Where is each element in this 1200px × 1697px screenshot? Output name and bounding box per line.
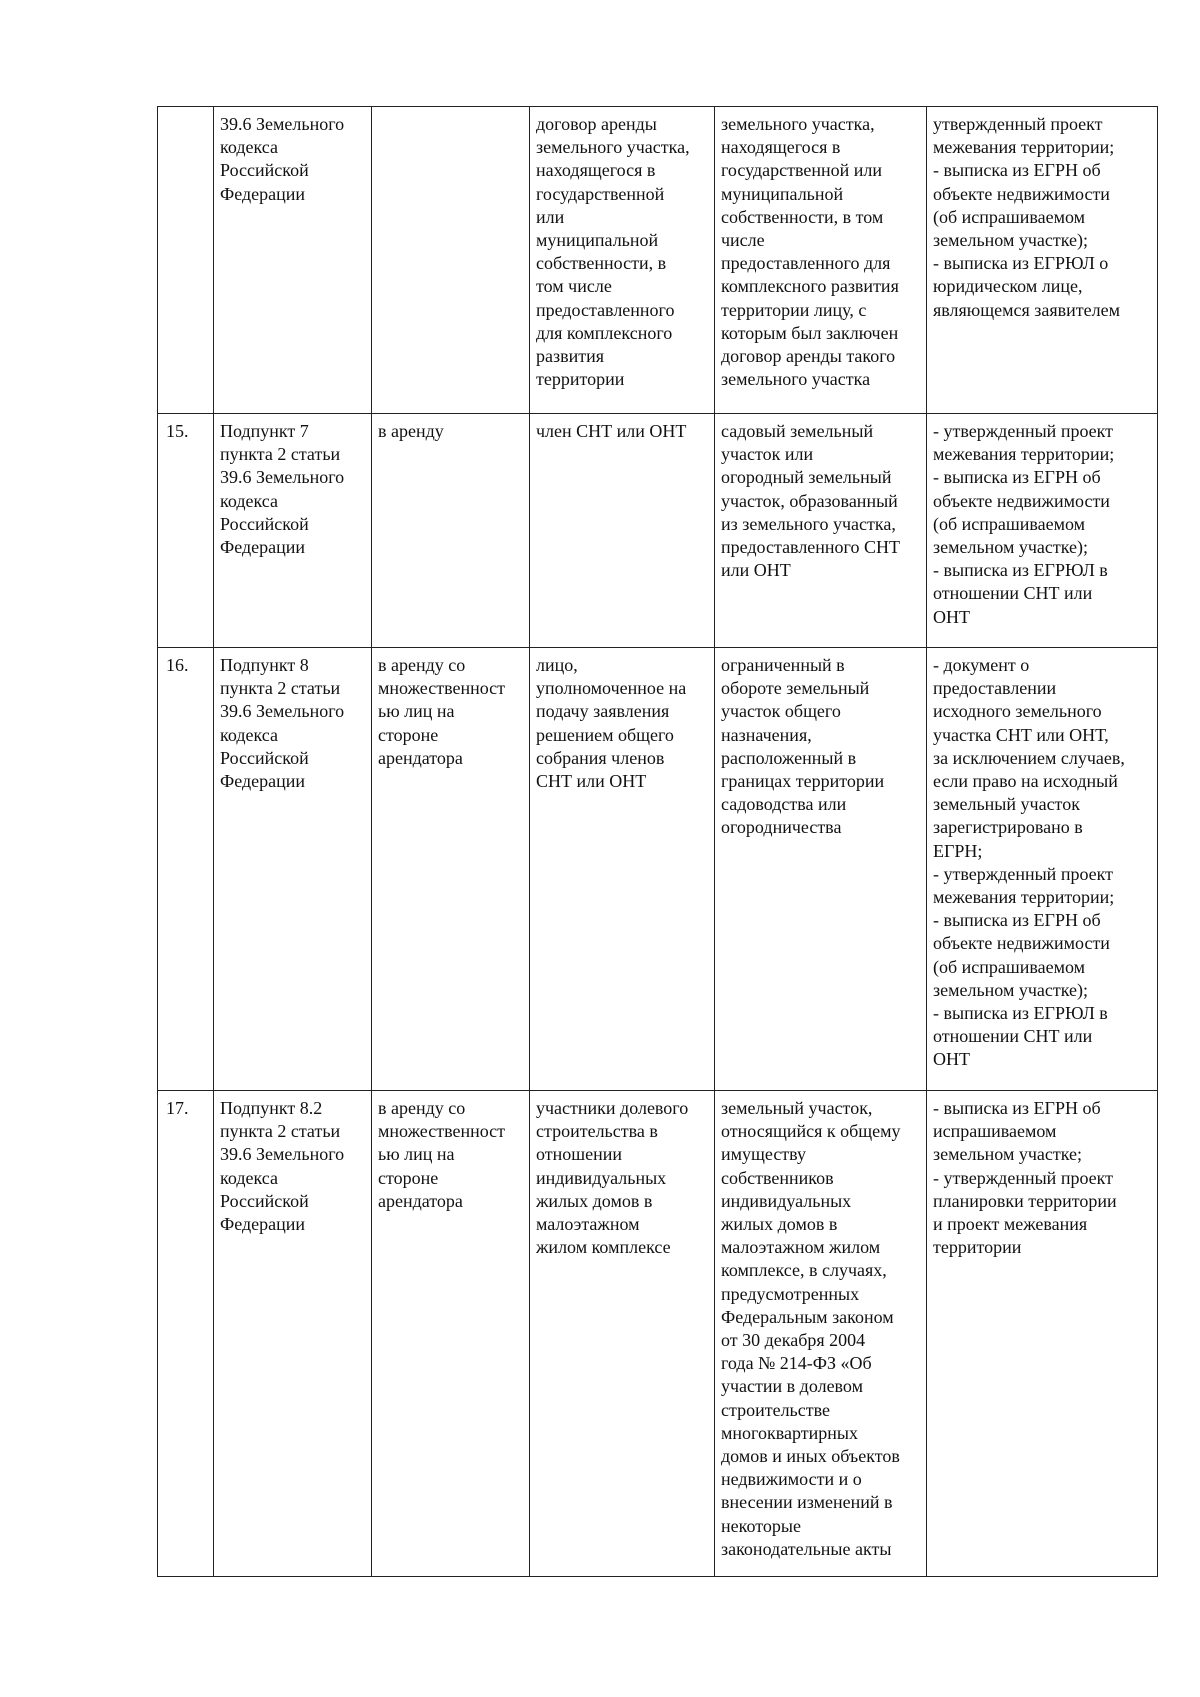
legal-basis-cell: Подпункт 8 пункта 2 статьи 39.6 Земельного кодекса Российской Федерации	[214, 648, 372, 1091]
row-number	[158, 107, 214, 414]
right-type-cell: в аренду со множественност ью лиц на стороне арендатора	[372, 1091, 530, 1577]
applicant-cell: участники долевого строительства в отношении индивидуальных жилых домов в малоэтажном жилом комплексе	[530, 1091, 715, 1577]
land-plot-cell: ограниченный в обороте земельный участок общего назначения, расположенный в границах территории садоводства или огородничества	[715, 648, 927, 1091]
documents-cell: - документ о предоставлении исходного земельного участка СНТ или ОНТ, за исключением случаев, если право на исходный земельный участок зарегистрировано в ЕГРН; - утвержденный проект межевания территории; - выписка из ЕГРН об объекте недвижимости (об испрашиваемом земельном участке); - выписка из ЕГРЮЛ в отношении СНТ или ОНТ	[927, 648, 1158, 1091]
legal-basis-cell: 39.6 Земельного кодекса Российской Федерации	[214, 107, 372, 414]
land-plot-cell: садовый земельный участок или огородный земельный участок, образованный из земельного участка, предоставленного СНТ или ОНТ	[715, 414, 927, 648]
table-row	[158, 1091, 1158, 1577]
table-row	[158, 107, 1158, 414]
land-plot-cell: земельный участок, относящийся к общему имуществу собственников индивидуальных жилых домов в малоэтажном жилом комплексе, в случаях, предусмотренных Федеральным законом от 30 декабря 2004 года № 214-ФЗ «Об участии в долевом строительстве многоквартирных домов и иных объектов недвижимости и о внесении изменений в некоторые законодательные акты	[715, 1091, 927, 1577]
table-row	[158, 414, 1158, 648]
row-number: 16.	[158, 648, 214, 1091]
right-type-cell: в аренду	[372, 414, 530, 648]
legal-basis-cell: Подпункт 7 пункта 2 статьи 39.6 Земельного кодекса Российской Федерации	[214, 414, 372, 648]
documents-cell: - выписка из ЕГРН об испрашиваемом земельном участке; - утвержденный проект планировки территории и проект межевания территории	[927, 1091, 1158, 1577]
land-plot-cell: земельного участка, находящегося в государственной или муниципальной собственности, в том числе предоставленного для комплексного развития территории лицу, с которым был заключен договор аренды такого земельного участка	[715, 107, 927, 414]
table-row	[158, 648, 1158, 1091]
documents-cell: - утвержденный проект межевания территории; - выписка из ЕГРН об объекте недвижимости (об испрашиваемом земельном участке); - выписка из ЕГРЮЛ в отношении СНТ или ОНТ	[927, 414, 1158, 648]
right-type-cell: в аренду со множественност ью лиц на стороне арендатора	[372, 648, 530, 1091]
applicant-cell: член СНТ или ОНТ	[530, 414, 715, 648]
land-plot-table	[157, 106, 1158, 1577]
row-number: 15.	[158, 414, 214, 648]
legal-basis-cell: Подпункт 8.2 пункта 2 статьи 39.6 Земельного кодекса Российской Федерации	[214, 1091, 372, 1577]
right-type-cell	[372, 107, 530, 414]
row-number: 17.	[158, 1091, 214, 1577]
applicant-cell: договор аренды земельного участка, находящегося в государственной или муниципальной собственности, в том числе предоставленного для комплексного развития территории	[530, 107, 715, 414]
applicant-cell: лицо, уполномоченное на подачу заявления решением общего собрания членов СНТ или ОНТ	[530, 648, 715, 1091]
documents-cell: утвержденный проект межевания территории; - выписка из ЕГРН об объекте недвижимости (об испрашиваемом земельном участке); - выписка из ЕГРЮЛ о юридическом лице, являющемся заявителем	[927, 107, 1158, 414]
